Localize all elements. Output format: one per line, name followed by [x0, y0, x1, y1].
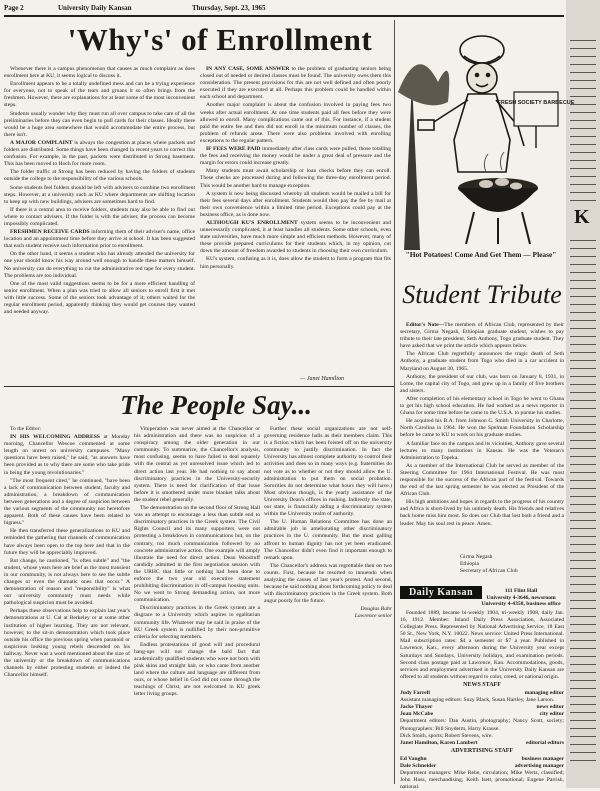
news-staff-heading: NEWS STAFF — [463, 681, 501, 688]
letter-paragraph: He then transferred these generalizations to KU and reminded the gathering that channels of communication have always been open to the top here and that in the future they will be appreciably improved. — [4, 528, 130, 556]
staff-role: news editor — [536, 704, 564, 711]
letter-paragraph: The U. Human Relations Committee has done an admirable job in ameliorating other discriminatory practices in the U. community. But the most galling affront to human dignity has not yet been eradicated. The Chancellor didn't even find it important enough to remark upon. — [264, 519, 392, 561]
letters-column-2 — [134, 426, 260, 782]
tribute-paragraph — [400, 322, 564, 350]
staff-role: advertising manager — [514, 762, 564, 769]
letter-paragraph: Endless protestations of good will and procedural hang-ups will not change the bald fact that academically qualified students who were not born with pink skins and straight hair, or who came from another land where the culture and language are different from ours, or whose belief in God did not come through the teachings of Christ, are not welcomed in KU greek letter living groups. — [134, 641, 260, 698]
paragraph-text: to the problem of graduating seniors being closed out of needed or desired classes must be found. The university owes them this consideration. The present provisions for this are not well defined and often poorly executed if they are executed at all. Perhaps this problem could be handled within each school and department. — [200, 66, 392, 101]
staff-line: Department editors: Dan Austin, photography; Nancy Scott, society; Photographers: Bill Snyderm, Harry Krause. — [400, 718, 564, 732]
editorial-paragraph: Whenever there is a campus phenomenon that causes as much complaint as does enrollment here at KU, it seems logical to discuss it. — [4, 66, 195, 80]
staff-name: Judy Farrell — [400, 690, 430, 697]
staff-name: Joan McCabe — [400, 711, 434, 718]
letter-paragraph: The demonstration on the second floor of Strong Hall was an attempt to encourage a less than subtle end to discriminatory practices in the Greek system. The Civil Rights Council and its many supporters were not protesting a breakdown in communications but, on the contrary, too much communication followed by no concrete administrative action. One example will amply illustrate the need for direct action. Dean Woodruff candidly admitted in the first negotiation session with the URHC that little or nothing had been done to enforce the two year old executive statement prohibiting discrimination in off-campus housing units. No we went to Strong demanding action, not more communication. — [134, 505, 260, 604]
letters-column-3 — [264, 426, 392, 782]
column-divider — [394, 20, 395, 784]
paragraph-text: informing them of their adviser's name, office location and an appointment time before they arrive at school. It has been suggested that each student receive such information prior to enrollment. — [4, 229, 195, 250]
address-line: 111 Flint Hall — [504, 588, 538, 594]
paragraph-lead: ALTHOUGH KU'S ENROLLMENT — [206, 219, 298, 226]
section-divider — [4, 386, 394, 387]
paragraph-lead: A MAJOR COMPLAINT — [10, 139, 73, 146]
staff-line — [400, 704, 564, 711]
page-number: Page 2 — [4, 4, 24, 12]
letter-paragraph: Perhaps these observations help to explain last year's demonstrations at U. Cal at Berkeley or at some other institution of higher learning. They are not relevant, however, to the sit-in demonstration which took place outside his office the previous spring when paranoid or suspicious looking young rebels descended on his hallway. Never was a word mentioned about the size of the university or the breakdown of communications channels by either protesting students or indeed the Chancellor himself. — [4, 608, 130, 679]
paragraph-lead: IF FEES WERE PAID — [206, 146, 261, 153]
letter-paragraph: Vituperation was never aimed at the Chancellor or his administration and there was no suspicion of a conspiracy among the older generation in our community. To summarize, the Chancellor's analysis, most confusing, seems to have failed to deal squarely with the central as yet unresolved issue which led to direct action last year. He had nothing to say about discriminatory practices in the University-security system. There is need for clarification of that issue before it is smothered under more blanket talks about the student rebel generally. — [134, 426, 260, 503]
letter-paragraph: But change, he cautioned, "is often subtle" and "the student, whose years here are brief as the most transient in our community, is not always here to see the subtle changes or even the dramatic ones that occur." A demonstration of reason and "responsibility" is what our university community must needs while pathological suspicion must be avoided. — [4, 557, 130, 607]
tribute-paragraph: Anthony, the president of our club, was born on January 8, 1931, in Lome, the capital city of Togo, and grew up in a family of five brothers and sisters. — [400, 373, 564, 394]
letters-headline: The People Say... — [120, 390, 312, 420]
staff-role: editorial editors — [525, 739, 564, 746]
tribute-signature — [460, 554, 564, 574]
staff-name: Dale Schneider — [400, 762, 437, 769]
editorial-cartoon — [398, 22, 575, 250]
editorial-paragraph: Students usually wonder why they must run all over campus to take care of all the preliminaries before they can even begin to pull cards for their classes. Ideally there would be a huge area somewhere that would accommodate the entire process, but there isn't. — [4, 110, 195, 138]
staff-name: Janet Hamilton, Karen Lambert — [400, 739, 478, 746]
editorial-paragraph — [200, 66, 391, 101]
ad-staff-heading: ADVERTISING STAFF — [450, 747, 514, 754]
letter-paragraph — [4, 434, 130, 477]
editorial-paragraph: One of the most valid suggestions seems to be for a more efficient handling of senior enrollment. When a plan was tried to allow all seniors to enroll first it met with little success. Some of the seniors took advantage of it; others waited for the regular enrollment period, apparently thinking they would get courses they wanted and needed anyway. — [4, 280, 195, 316]
letters-column-1 — [4, 426, 130, 782]
sign-text: FRESH SOCIETY BARBECUE — [497, 100, 575, 106]
paragraph-lead: FRESHMEN RECEIVE CARDS — [10, 229, 90, 236]
staff-name: Ed Vaughn — [400, 755, 427, 762]
tribute-paragraph: He acquired his B.A. from Johnson C. Smith University in Charlotte, North Carolina in 1964. He won the Spelman Foundation Scholarship before he came to KU to work on his graduate studies. — [400, 418, 564, 439]
staff-role: managing editor — [524, 690, 564, 697]
tribute-body — [400, 322, 564, 554]
editorial-paragraph: Enrollment appears to be a totally undefined mess and can be a trying experience for everyone, not to speak of the tears and groans it so often brings from the freshmen. However, there are explanations for at least some of the most inconvenient steps. — [4, 81, 195, 109]
editorial-headline: 'Why's' of Enrollment — [67, 22, 373, 57]
publication-info: Founded 1889, became bi-weekly 1904, tri-weekly 1908, daily Jan. 16, 1912. Member: Inland Daily Press Association, Associated Collegiate Press. Represented by National Advertising Service, 18 East 50 St., New York, N.Y. 10022. News service: United Press International. Mail subscription rates: $4 a semester or $7 a year. Published in Lawrence, Kan., every afternoon during the University year except Saturdays and Sundays, University holidays, and examination periods. Second class postage paid at Lawrence, Kan. Accommodations, goods, services and employment advertised in the University Daily Kansan are offered to all students without regard to color, creed, or national origin. — [400, 610, 564, 680]
staff-name: Jacke Thayer — [400, 704, 433, 711]
staff-line — [400, 756, 564, 763]
editorial-paragraph: Some students feel folders should be left with advisers to combine two enrollment steps. However, at a university such as KU where departments are shifting location to keep up with new buildings, advisers are sometimes hard to find. — [4, 184, 195, 205]
staff-line — [400, 763, 564, 770]
staff-line: Assistant managing editors: Suzy Black, Susan Hartley, Jane Larson. — [400, 697, 555, 704]
nameplate-address — [478, 588, 564, 608]
tribute-paragraph: A familiar face on the campus and its vicinities, Anthony gave several lectures to many institutions in Kansas. He was the Veteran's Administration to Topeka. — [400, 440, 564, 461]
editorial-paragraph — [200, 220, 391, 255]
staff-line — [400, 740, 564, 747]
editorial-paragraph: KU's system, confusing as it is, does allow the student to form a program that fits him personally. — [200, 256, 391, 270]
editorial-paragraph: On the other hand, it seems a student who has already attended the university for one year should know his way around well enough to handle these matters himself. No university can do everything to cut the administrative red tape for every student. The problems are too individual. — [4, 251, 195, 279]
staff-line: Dick Smith, sports; Robert Stevens, wire. — [400, 732, 493, 739]
paper-name: University Daily Kansan — [58, 4, 132, 12]
letter-paragraph: Further these social organizations are not self-governing residence halls as their members claim. This is a fiction which has been foisted off on the university community to justify discrimination. In fact the University has almost complete authority to control their activities and does so in many ways (e.g. fraternities do not vote as to whether or not they should allow the U. administration to put them on social probation. Sororities do not determine what hours they will have.) Most obvious though, is the yearly assistance of the University Dean's offices in rushing. Indirectly the state, our state, is financially aiding a discriminatory system within the University realm of authority. — [264, 426, 392, 518]
signature-name: Girma Negash — [460, 554, 493, 560]
paragraph-lead: IN HIS WELCOMING ADDRESS — [10, 434, 100, 441]
paragraph-lead: IN ANY CASE, SOME ANSWER — [206, 66, 290, 72]
letter-signature-title: Lawrence senior — [354, 613, 392, 620]
signature-country: Ethiopia — [460, 560, 479, 567]
staff-line: Department managers: Mike Rebe, circulation; Mike Wertz, classified; John Huss, merchandising; Keith Isett, promotional; Eugene Parrish, national. — [400, 770, 564, 791]
signature-title: Secretary of African Club — [460, 567, 518, 574]
staff-box — [400, 610, 564, 791]
paragraph-lead: Editor's Note— — [406, 322, 445, 328]
editorial-paragraph: A system is now being discussed whereby all students would be mailed a bill for their fees several days after enrollment. Students would then pay the fee by mail at their own convenience within a limited time period. Exceptions could pay at the business office, as is done now. — [200, 190, 391, 218]
letter-salutation: To the Editor: — [10, 426, 41, 432]
paragraph-text: immediately after class cards were pulled, those totalling the fees and receiving the money would be under a great deal of pressure and the margin for errors could increase greatly. — [200, 146, 392, 167]
editorial-paragraph — [200, 146, 391, 167]
address-line: University 4-4358, business office — [481, 601, 561, 608]
editorial-paragraph — [4, 140, 195, 168]
editorial-byline: — Janet Hamilton — [300, 376, 344, 382]
editorial-column-1 — [4, 66, 195, 383]
staff-role: city editor — [539, 711, 564, 718]
paragraph-text: at Monday morning, Chancellor Wescoe commented at some length on unrest on university campuses. "Many questions have been raised," he said, "as answers have been provided as to why there are some who take pride in being the young revolutionaries." — [4, 434, 130, 476]
tribute-paragraph: His high ambitions and hopes in regards to the progress of his country and Africa is short-lived by his untimely death. His friends and relatives back home miss him most. So does our Club that lost both a friend and a leader. May his soul rest in peace. Amen. — [400, 499, 564, 527]
nameplate-logo: Daily Kansan — [400, 586, 482, 599]
letter-paragraph: The Chancellor's address was regrettable then on two counts. First, because he resorted to innuendo when analyzing the causes of last year's protest. And second, because he said nothing about forthcoming policy to deal with discriminatory practices in the Greek system. Both augur poorly for the future. — [264, 562, 393, 605]
tribute-paragraph: The African Club regretfully announces the tragic death of Seth Anthony, a graduate student from Togo who died in a car accident in Maryland on August 30, 1965. — [400, 351, 564, 372]
editorial-paragraph: Another major complaint is about the confusion involved in paying fees two weeks after actual enrollment. At one time students paid all fees before they were allowed to enroll. Many complications came out of this. For instance, if a student paid the entire fee and then did not enroll in the minimum number of classes, the problem of refunds arose. There were also problems involved with enrolling exceptions to the regular pattern. — [200, 102, 391, 144]
letter-paragraph: "The most frequent cited," he continued, "have been a lack of communication between student, faculty and administration, a breakdown of communication between generations and a degree of suspicion between the various segments of the community not heretofore apparent. Both of these causes have been related to bigness." — [4, 477, 130, 527]
staff-line — [400, 711, 564, 718]
tribute-paragraph: After completion of his elementary school in Togo he went to Ghana to get his high school education. He had worked as a news reporter in Ghana for some time before he came to the U.S.A. to pursue his studies. — [400, 395, 564, 417]
editorial-paragraph: Many students must await scholarship or loan checks before they can enroll. These checks are processed during and following the three-day enrollment period. This would be another hard to manage exception. — [200, 168, 391, 189]
paragraph-text: is always the congestion at places where packets and folders are distributed. Some things have been changed in recent years to correct this confusion. For example, in the past, packets were distributed in Strong basement. This has been moved to Hoch for more room. — [4, 139, 195, 168]
cartoon-caption: "Hot Potatoes! Come And Get Them — Please" — [405, 250, 557, 259]
letter-signature-name: Douglas Bahr — [360, 606, 392, 613]
paragraph-text: The members of African Club, represented by their secretary, Girma Negash, Ethiopian graduate student, wishes to pay tribute to their late president, Seth Anthony, Togo graduate student. They have asked that we print the article which appears below. — [400, 322, 564, 350]
editorial-paragraph: If there is a central area to receive folders, students may also be able to find out where to contact advisers. If the folder is with the adviser, the process can become impossibly complicated. — [4, 206, 195, 227]
paragraph-text: system seems to be inconvenient and unnecessarily complicated, it at least handles all students. Some other schools, even state universities, have much more simple and efficient methods. However, many of these provide prepared curriculums for their students which, in my opinion, cut down the amount of freedom awarded to students in choosing their own curriculum. — [200, 219, 391, 255]
editorial-paragraph — [4, 229, 195, 250]
issue-date: Thursday, Sept. 23, 1965 — [192, 4, 266, 12]
editorial-column-2 — [200, 66, 391, 383]
masthead-rule — [4, 15, 564, 17]
tribute-paragraph: As a member of the International Club he served as member of the Steering Committee for 1964 International Festival. He was most responsible for the success of the African part of the festival. Towards the end of the last spring semester he was elected as President of the African Club. — [400, 462, 564, 498]
letter-paragraph: Discriminatory practices in the Greek system are a disgrace to a University which aspires to egalitarian community life. Whatever may be said in praise of the KU Greek system is nullified by their non-primitive criteria for selecting members. — [134, 605, 260, 640]
staff-role: business manager — [521, 755, 564, 762]
staff-line — [400, 690, 564, 697]
adjacent-page-edge: K — [566, 0, 600, 788]
editorial-paragraph: The folder traffic at Strong has been reduced by having the folders of students outside the college to the responsibility of the various schools. — [4, 169, 195, 183]
tribute-headline: Student Tribute — [402, 280, 562, 309]
address-line: University 4-3646, newsroom — [486, 594, 556, 601]
